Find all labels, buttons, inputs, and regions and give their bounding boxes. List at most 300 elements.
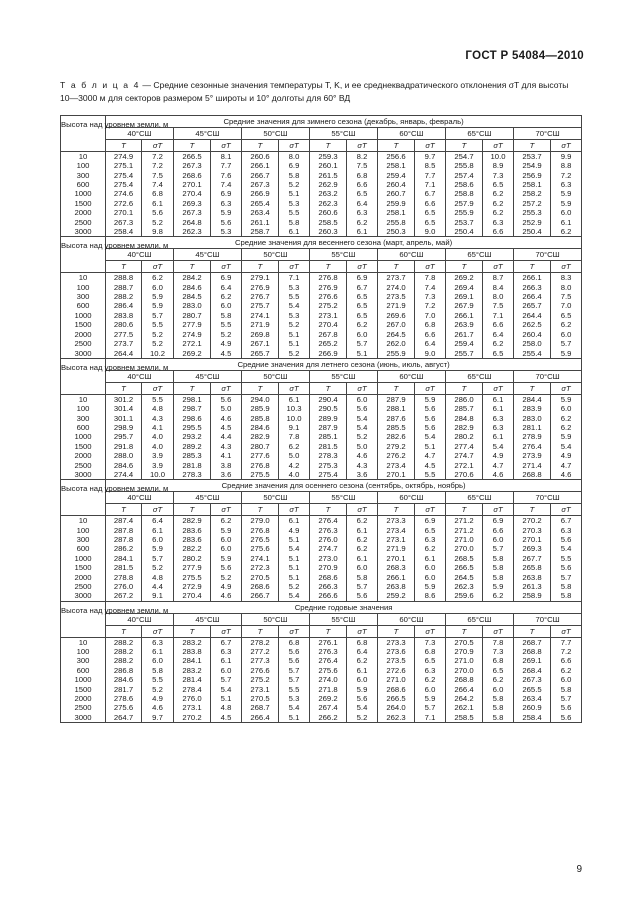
- temperature-cell: 279.2: [378, 442, 415, 451]
- temperature-cell: 286.0: [446, 394, 483, 404]
- temperature-cell: 283.0: [174, 301, 211, 310]
- sigma-cell: 6.2: [415, 544, 446, 553]
- sigma-cell: 6.4: [415, 339, 446, 348]
- sigma-cell: 5.6: [347, 404, 378, 413]
- sigma-cell: 6.2: [347, 535, 378, 544]
- season-title: Средние значения для весеннего сезона (март, апрель, май): [106, 237, 582, 249]
- temperature-cell: 293.2: [174, 432, 211, 441]
- temperature-cell: 263.4: [514, 694, 551, 703]
- sigma-cell: 7.1: [483, 311, 514, 320]
- temperature-cell: 275.2: [242, 675, 279, 684]
- sigma-cell: 7.7: [415, 171, 446, 180]
- sigma-cell: 5.7: [347, 582, 378, 591]
- temperature-cell: 273.5: [378, 292, 415, 301]
- temperature-cell: 288.7: [106, 283, 142, 292]
- table-row: [61, 171, 582, 180]
- sigma-cell: 5.4: [483, 442, 514, 451]
- sigma-cell: 7.6: [211, 171, 242, 180]
- temperature-symbol: T: [106, 382, 142, 394]
- sigma-cell: 5.9: [142, 292, 174, 301]
- latitude-header: 50°СШ: [242, 249, 310, 261]
- sigma-cell: 5.5: [551, 554, 582, 563]
- sigma-cell: 4.7: [415, 451, 446, 460]
- latitude-header: 70°СШ: [514, 613, 582, 625]
- sigma-cell: 6.5: [347, 189, 378, 198]
- sigma-cell: 5.9: [347, 685, 378, 694]
- sigma-cell: 6.6: [415, 330, 446, 339]
- temperature-cell: 264.2: [446, 694, 483, 703]
- temperature-cell: 263.9: [446, 320, 483, 329]
- sigma-cell: 6.8: [415, 320, 446, 329]
- temperature-cell: 270.4: [174, 591, 211, 601]
- temperature-cell: 266.7: [242, 171, 279, 180]
- sigma-cell: 6.0: [347, 563, 378, 572]
- temperature-cell: 260.3: [310, 227, 347, 237]
- sigma-cell: 7.0: [551, 301, 582, 310]
- sigma-cell: 7.3: [415, 637, 446, 647]
- sigma-cell: 6.2: [347, 544, 378, 553]
- temperature-cell: 270.9: [310, 563, 347, 572]
- sigma-cell: 6.7: [551, 516, 582, 526]
- temperature-cell: 285.7: [446, 404, 483, 413]
- temperature-cell: 273.1: [242, 685, 279, 694]
- temperature-symbol: T: [514, 382, 551, 394]
- sigma-cell: 5.7: [551, 694, 582, 703]
- season-title: Средние значения для осеннего сезона (сентябрь, октябрь, ноябрь): [106, 480, 582, 492]
- table-row: [61, 394, 582, 404]
- table-row: [61, 320, 582, 329]
- sigma-cell: 5.9: [415, 582, 446, 591]
- temperature-cell: 270.9: [446, 647, 483, 656]
- table-row: [61, 685, 582, 694]
- sigma-cell: 4.9: [211, 339, 242, 348]
- temperature-cell: 288.2: [106, 656, 142, 665]
- temperature-cell: 276.6: [242, 666, 279, 675]
- temperature-cell: 284.6: [174, 283, 211, 292]
- sigma-cell: 5.9: [211, 208, 242, 217]
- sigma-cell: 5.9: [415, 694, 446, 703]
- sigma-cell: 7.5: [142, 171, 174, 180]
- height-cell: 600: [61, 301, 106, 310]
- latitude-header-row: [61, 492, 582, 504]
- temperature-cell: 274.7: [446, 451, 483, 460]
- temperature-cell: 267.3: [174, 208, 211, 217]
- sigma-cell: 5.8: [142, 666, 174, 675]
- sigma-cell: 5.4: [551, 442, 582, 451]
- temperature-cell: 286.2: [106, 544, 142, 553]
- temperature-cell: 260.7: [378, 189, 415, 198]
- temperature-cell: 258.1: [514, 180, 551, 189]
- temperature-cell: 276.3: [310, 526, 347, 535]
- sigma-symbol: σT: [211, 261, 242, 273]
- temperature-cell: 272.9: [174, 582, 211, 591]
- latitude-header: 60°СШ: [378, 492, 446, 504]
- sigma-cell: 6.0: [211, 544, 242, 553]
- latitude-header: 70°СШ: [514, 128, 582, 140]
- sigma-cell: 6.0: [142, 656, 174, 665]
- latitude-header: 60°СШ: [378, 249, 446, 261]
- sigma-cell: 5.3: [279, 311, 310, 320]
- temperature-cell: 264.4: [514, 311, 551, 320]
- latitude-header: 55°СШ: [310, 492, 378, 504]
- temperature-cell: 259.4: [446, 339, 483, 348]
- temperature-cell: 264.0: [378, 703, 415, 712]
- temperature-cell: 282.9: [446, 423, 483, 432]
- temperature-cell: 258.7: [242, 227, 279, 237]
- sigma-cell: 7.5: [347, 161, 378, 170]
- sigma-cell: 8.3: [551, 273, 582, 283]
- sigma-cell: 4.9: [551, 451, 582, 460]
- sigma-cell: 5.8: [483, 554, 514, 563]
- temperature-cell: 276.0: [310, 535, 347, 544]
- temperature-cell: 277.4: [446, 442, 483, 451]
- temperature-cell: 273.7: [106, 339, 142, 348]
- sigma-cell: 5.6: [142, 208, 174, 217]
- temperature-cell: 272.3: [242, 563, 279, 572]
- latitude-header: 70°СШ: [514, 492, 582, 504]
- temperature-cell: 254.7: [446, 151, 483, 161]
- temperature-cell: 266.1: [378, 573, 415, 582]
- temperature-cell: 261.7: [446, 330, 483, 339]
- height-cell: 300: [61, 656, 106, 665]
- sigma-cell: 5.9: [211, 554, 242, 563]
- temperature-cell: 267.3: [242, 180, 279, 189]
- temperature-cell: 298.1: [174, 394, 211, 404]
- sigma-symbol: σT: [279, 382, 310, 394]
- sigma-cell: 6.2: [551, 666, 582, 675]
- height-cell: 1500: [61, 685, 106, 694]
- sigma-cell: 5.5: [142, 320, 174, 329]
- sigma-symbol: σT: [142, 140, 174, 152]
- temperature-cell: 264.5: [446, 573, 483, 582]
- temperature-cell: 271.4: [514, 461, 551, 470]
- temperature-cell: 271.9: [242, 320, 279, 329]
- table-row: [61, 227, 582, 237]
- temperature-cell: 269.6: [378, 311, 415, 320]
- height-cell: 3000: [61, 713, 106, 723]
- temperature-cell: 270.1: [378, 470, 415, 480]
- temperature-cell: 273.0: [310, 554, 347, 563]
- temperature-cell: 270.4: [174, 189, 211, 198]
- temperature-cell: 276.9: [310, 283, 347, 292]
- temperature-cell: 269.2: [174, 349, 211, 359]
- temperature-cell: 288.2: [106, 637, 142, 647]
- temperature-cell: 276.4: [514, 442, 551, 451]
- table-row: [61, 414, 582, 423]
- temperature-cell: 283.6: [174, 535, 211, 544]
- temperature-cell: 268.3: [378, 563, 415, 572]
- temperature-cell: 250.3: [378, 227, 415, 237]
- sigma-symbol: σT: [142, 504, 174, 516]
- sigma-cell: 7.4: [211, 180, 242, 189]
- temperature-table: [60, 115, 582, 723]
- sigma-cell: 6.2: [483, 591, 514, 601]
- symbol-header-row: [61, 382, 582, 394]
- temperature-cell: 284.6: [242, 423, 279, 432]
- sigma-cell: 7.2: [551, 171, 582, 180]
- sigma-cell: 5.6: [415, 414, 446, 423]
- temperature-cell: 274.0: [378, 283, 415, 292]
- sigma-cell: 5.9: [551, 349, 582, 359]
- sigma-cell: 8.8: [551, 161, 582, 170]
- sigma-cell: 6.6: [483, 227, 514, 237]
- sigma-cell: 5.0: [347, 442, 378, 451]
- temperature-cell: 274.9: [174, 330, 211, 339]
- sigma-cell: 5.1: [211, 694, 242, 703]
- temperature-cell: 275.5: [174, 573, 211, 582]
- sigma-cell: 5.2: [142, 218, 174, 227]
- latitude-header-row: [61, 128, 582, 140]
- latitude-header: 55°СШ: [310, 370, 378, 382]
- latitude-header: 40°СШ: [106, 128, 174, 140]
- latitude-header: 65°СШ: [446, 613, 514, 625]
- latitude-header-row: [61, 613, 582, 625]
- height-cell: 10: [61, 516, 106, 526]
- latitude-header: 65°СШ: [446, 128, 514, 140]
- sigma-symbol: σT: [142, 261, 174, 273]
- season-title: Средние годовые значения: [106, 601, 582, 613]
- height-cell: 100: [61, 161, 106, 170]
- temperature-symbol: T: [514, 625, 551, 637]
- temperature-cell: 270.5: [446, 637, 483, 647]
- sigma-cell: 6.5: [483, 666, 514, 675]
- temperature-cell: 270.0: [446, 544, 483, 553]
- temperature-cell: 255.4: [514, 349, 551, 359]
- temperature-cell: 278.8: [106, 573, 142, 582]
- temperature-cell: 281.5: [310, 442, 347, 451]
- table-caption: [60, 79, 580, 105]
- temperature-cell: 265.2: [310, 339, 347, 348]
- temperature-cell: 263.2: [310, 189, 347, 198]
- height-cell: 2000: [61, 573, 106, 582]
- temperature-cell: 281.1: [514, 423, 551, 432]
- table-row: [61, 330, 582, 339]
- temperature-cell: 268.4: [514, 666, 551, 675]
- temperature-cell: 250.4: [514, 227, 551, 237]
- temperature-cell: 262.0: [378, 339, 415, 348]
- sigma-cell: 5.5: [142, 394, 174, 404]
- table-row: [61, 535, 582, 544]
- temperature-cell: 271.0: [446, 656, 483, 665]
- temperature-cell: 266.4: [514, 292, 551, 301]
- latitude-header: 40°СШ: [106, 249, 174, 261]
- temperature-cell: 268.6: [378, 685, 415, 694]
- temperature-cell: 283.9: [514, 404, 551, 413]
- temperature-cell: 262.3: [174, 227, 211, 237]
- temperature-cell: 260.1: [310, 161, 347, 170]
- temperature-cell: 254.9: [514, 161, 551, 170]
- temperature-cell: 250.4: [446, 227, 483, 237]
- temperature-cell: 279.0: [242, 516, 279, 526]
- temperature-cell: 281.8: [174, 461, 211, 470]
- temperature-cell: 273.3: [378, 637, 415, 647]
- sigma-cell: 5.1: [279, 330, 310, 339]
- temperature-symbol: T: [378, 140, 415, 152]
- sigma-cell: 4.4: [142, 582, 174, 591]
- sigma-cell: 6.0: [347, 330, 378, 339]
- sigma-cell: 6.3: [211, 647, 242, 656]
- temperature-cell: 285.3: [174, 451, 211, 460]
- temperature-cell: 282.6: [378, 432, 415, 441]
- sigma-cell: 5.6: [551, 563, 582, 572]
- sigma-cell: 6.6: [483, 526, 514, 535]
- sigma-cell: 6.0: [211, 666, 242, 675]
- latitude-header-row: [61, 370, 582, 382]
- temperature-cell: 280.6: [106, 320, 142, 329]
- temperature-cell: 273.6: [378, 647, 415, 656]
- sigma-cell: 6.0: [551, 330, 582, 339]
- temperature-cell: 287.9: [378, 394, 415, 404]
- height-cell: 1500: [61, 563, 106, 572]
- temperature-symbol: T: [446, 261, 483, 273]
- sigma-cell: 10.0: [279, 414, 310, 423]
- temperature-cell: 284.2: [174, 273, 211, 283]
- sigma-cell: 5.4: [415, 432, 446, 441]
- sigma-cell: 6.0: [415, 563, 446, 572]
- temperature-cell: 284.6: [106, 675, 142, 684]
- height-cell: 1000: [61, 311, 106, 320]
- height-cell: 300: [61, 535, 106, 544]
- temperature-cell: 284.4: [514, 394, 551, 404]
- temperature-cell: 276.2: [378, 451, 415, 460]
- height-cell: 100: [61, 526, 106, 535]
- sigma-cell: 6.6: [483, 320, 514, 329]
- height-cell: 2500: [61, 339, 106, 348]
- temperature-symbol: T: [106, 504, 142, 516]
- temperature-cell: 274.1: [242, 311, 279, 320]
- temperature-cell: 278.9: [514, 432, 551, 441]
- sigma-cell: 5.3: [211, 227, 242, 237]
- temperature-cell: 273.1: [378, 535, 415, 544]
- temperature-cell: 301.1: [106, 414, 142, 423]
- temperature-cell: 270.2: [514, 516, 551, 526]
- temperature-cell: 270.1: [378, 554, 415, 563]
- temperature-symbol: T: [174, 625, 211, 637]
- sigma-cell: 4.3: [347, 461, 378, 470]
- sigma-cell: 5.2: [211, 330, 242, 339]
- temperature-cell: 272.1: [446, 461, 483, 470]
- height-cell: 600: [61, 423, 106, 432]
- temperature-cell: 260.6: [310, 208, 347, 217]
- height-cell: 10: [61, 394, 106, 404]
- temperature-cell: 272.6: [378, 666, 415, 675]
- temperature-cell: 267.1: [242, 339, 279, 348]
- temperature-cell: 282.9: [174, 516, 211, 526]
- table-row: [61, 516, 582, 526]
- temperature-symbol: T: [242, 261, 279, 273]
- temperature-cell: 267.9: [446, 301, 483, 310]
- sigma-symbol: σT: [211, 382, 242, 394]
- sigma-cell: 6.1: [279, 227, 310, 237]
- sigma-cell: 6.0: [347, 675, 378, 684]
- temperature-cell: 269.2: [446, 273, 483, 283]
- sigma-cell: 5.6: [415, 423, 446, 432]
- temperature-cell: 255.8: [378, 218, 415, 227]
- sigma-symbol: σT: [415, 504, 446, 516]
- sigma-cell: 6.9: [211, 189, 242, 198]
- temperature-cell: 270.5: [242, 573, 279, 582]
- temperature-symbol: T: [310, 261, 347, 273]
- sigma-cell: 5.7: [347, 339, 378, 348]
- sigma-cell: 6.2: [483, 199, 514, 208]
- latitude-header: 70°СШ: [514, 370, 582, 382]
- temperature-cell: 270.3: [514, 526, 551, 535]
- season-title-row: [61, 358, 582, 370]
- sigma-cell: 5.6: [211, 563, 242, 572]
- sigma-cell: 5.9: [483, 582, 514, 591]
- temperature-cell: 256.9: [514, 171, 551, 180]
- temperature-cell: 269.4: [446, 283, 483, 292]
- table-row: [61, 675, 582, 684]
- temperature-cell: 278.6: [106, 694, 142, 703]
- sigma-cell: 5.1: [279, 189, 310, 198]
- sigma-cell: 6.2: [551, 227, 582, 237]
- sigma-cell: 6.0: [551, 208, 582, 217]
- temperature-cell: 275.4: [106, 171, 142, 180]
- temperature-cell: 268.6: [174, 171, 211, 180]
- sigma-cell: 5.2: [279, 349, 310, 359]
- sigma-cell: 5.8: [483, 703, 514, 712]
- sigma-cell: 4.7: [483, 461, 514, 470]
- sigma-cell: 5.8: [483, 713, 514, 723]
- temperature-cell: 257.2: [514, 199, 551, 208]
- table-caption-prefix: Т а б л и ц а 4: [60, 80, 140, 90]
- temperature-symbol: T: [446, 382, 483, 394]
- sigma-symbol: σT: [279, 140, 310, 152]
- temperature-cell: 265.7: [514, 301, 551, 310]
- sigma-cell: 7.2: [415, 301, 446, 310]
- temperature-cell: 267.7: [514, 554, 551, 563]
- table-row: [61, 470, 582, 480]
- temperature-cell: 295.5: [174, 423, 211, 432]
- sigma-symbol: σT: [551, 140, 582, 152]
- height-cell: 100: [61, 283, 106, 292]
- temperature-cell: 282.2: [174, 544, 211, 553]
- sigma-cell: 7.7: [551, 637, 582, 647]
- symbol-header-row: [61, 140, 582, 152]
- temperature-cell: 266.1: [514, 273, 551, 283]
- sigma-cell: 4.4: [211, 432, 242, 441]
- sigma-cell: 8.0: [279, 151, 310, 161]
- sigma-cell: 8.1: [211, 151, 242, 161]
- temperature-cell: 259.6: [446, 591, 483, 601]
- table-row: [61, 208, 582, 217]
- temperature-cell: 283.8: [174, 647, 211, 656]
- sigma-cell: 9.0: [415, 349, 446, 359]
- temperature-cell: 271.2: [446, 516, 483, 526]
- sigma-cell: 4.8: [211, 703, 242, 712]
- sigma-cell: 9.1: [279, 423, 310, 432]
- sigma-cell: 6.3: [415, 535, 446, 544]
- sigma-cell: 6.5: [347, 301, 378, 310]
- temperature-cell: 258.4: [514, 713, 551, 723]
- sigma-cell: 7.8: [279, 432, 310, 441]
- height-cell: 3000: [61, 349, 106, 359]
- temperature-cell: 269.1: [446, 292, 483, 301]
- sigma-symbol: σT: [551, 261, 582, 273]
- sigma-symbol: σT: [347, 625, 378, 637]
- temperature-cell: 276.0: [106, 582, 142, 591]
- sigma-cell: 7.2: [142, 151, 174, 161]
- sigma-cell: 5.6: [551, 703, 582, 712]
- latitude-header: 50°СШ: [242, 492, 310, 504]
- temperature-cell: 274.0: [310, 675, 347, 684]
- sigma-cell: 5.1: [279, 713, 310, 723]
- temperature-cell: 276.9: [242, 283, 279, 292]
- sigma-cell: 9.7: [142, 713, 174, 723]
- table-row: [61, 311, 582, 320]
- sigma-cell: 6.2: [347, 656, 378, 665]
